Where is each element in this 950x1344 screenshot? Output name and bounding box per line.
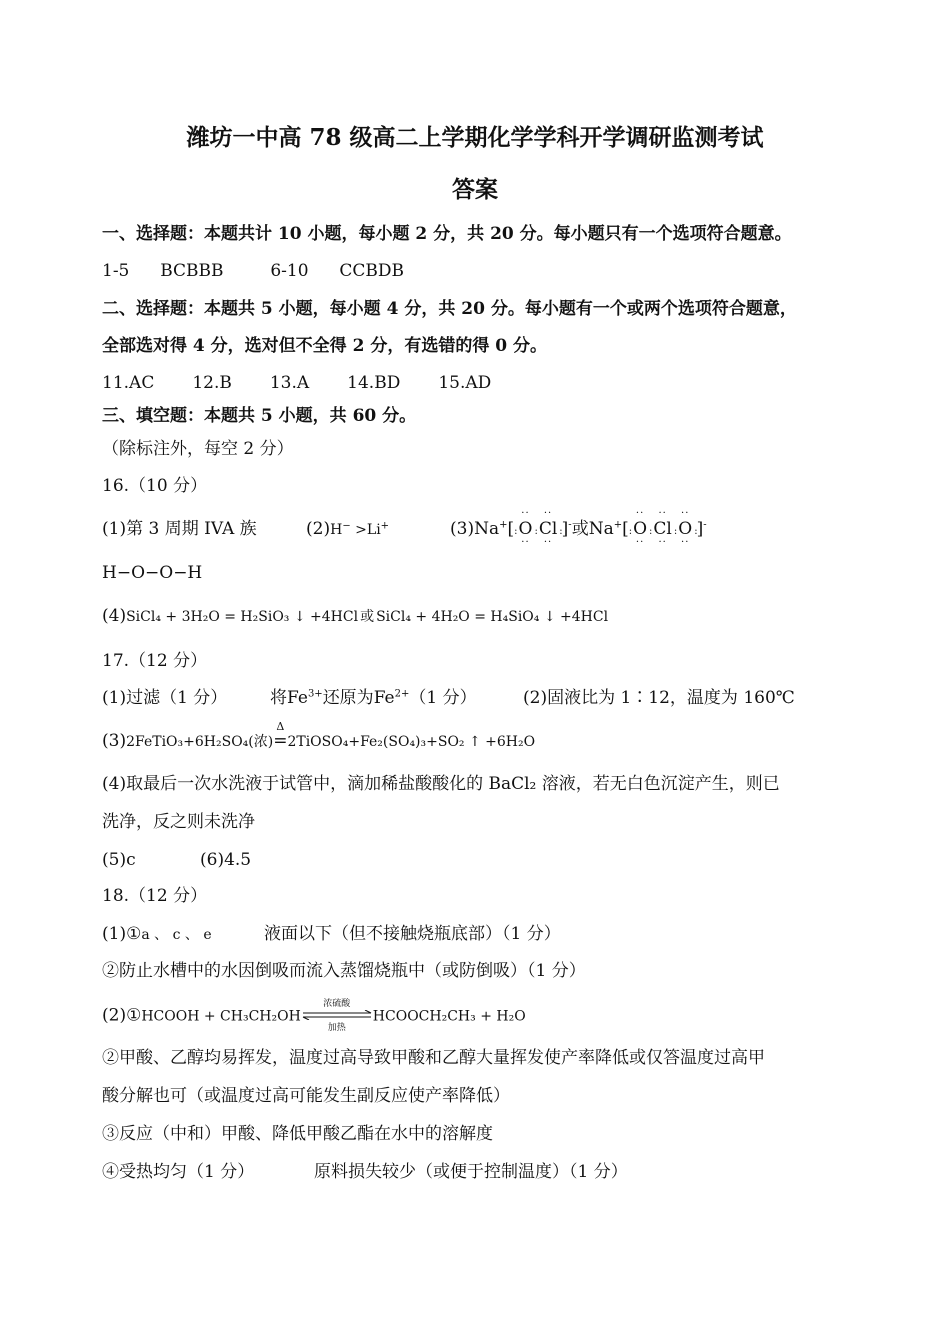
equation-1: SiCl₄ + 3H₂O = H₂SiO₃ ↓ +4HCl <box>126 609 359 625</box>
q16-part2 <box>306 521 389 538</box>
or-text: 或 <box>571 519 589 539</box>
sodium-ion-1: Na <box>474 519 500 539</box>
reaction-right: 2TiOSO₄+Fe₂(SO₄)₃+SO₂ ↑ +6H₂O <box>287 734 536 750</box>
answer-range-6-10: 6-10 <box>270 261 309 281</box>
answer-12: 12.B <box>192 373 232 393</box>
answer-values-6-10: CCBDB <box>339 261 404 281</box>
q18-part1-2: ②防止水槽中的水因倒吸而流入蒸馏烧瓶中（或防倒吸）（1 分） <box>102 961 586 981</box>
section-2-answers <box>102 375 491 392</box>
answer-14: 14.BD <box>347 373 401 393</box>
q16-part1: (1)第 3 周期 IVA 族 <box>102 519 257 539</box>
q16-hooh-structure: H−O−O−H <box>102 563 203 583</box>
section-3-note: （除标注外，每空 2 分） <box>102 439 294 459</box>
q18-part2-4a: ④受热均匀（1 分） <box>102 1162 255 1182</box>
q17-part3: (3)2FeTiO₃+6H₂SO₄(浓) Δ =2TiOSO₄+Fe₂(SO₄)₃+SO₂ ↑ +6H₂O <box>102 720 536 751</box>
q17-part4-line2: 洗净，反之则未洗净 <box>102 812 255 832</box>
or-text: 或 <box>360 609 375 625</box>
q17-part5: (5)c <box>102 850 136 870</box>
answer-13: 13.A <box>269 373 310 393</box>
q16-part4-number: (4) <box>102 606 127 626</box>
q17-part1b: 将$Fe^{3+}$还原为$Fe^{2+}(1$ 分） <box>270 688 477 708</box>
q17-part6: (6)4.5 <box>200 850 252 870</box>
products: HCOOCH₂CH₃ + H₂O <box>372 1008 526 1025</box>
answer-range-1-5: 1-5 <box>102 261 130 281</box>
q17-label: 17.（12 分） <box>102 651 208 671</box>
answer-values-1-5: BCBBB <box>160 261 224 281</box>
section-3-heading: 三、填空题：本题共 5 小题，共 60 分。 <box>102 406 417 426</box>
q16-part4 <box>102 608 608 625</box>
oxygen-atom: ·· O ·· <box>518 508 533 548</box>
reactants: HCOOH + CH₃CH₂OH <box>141 1008 301 1025</box>
section-1-answers <box>102 263 404 280</box>
q17-part4-line1: (4)取最后一次水洗液于试管中，滴加稀盐酸酸化的 BaCl₂ 溶液，若无白色沉淀产生，则已 <box>102 774 780 794</box>
q16-part2-number: (2) <box>306 519 331 539</box>
page-subtitle: 答案 <box>452 176 498 203</box>
q16-part3-number: (3) <box>450 519 475 539</box>
page-title: 潍坊一中高 78 级高二上学期化学学科开学调研监测考试 <box>186 124 764 151</box>
q18-part2-4b: 原料损失较少（或便于控制温度）（1 分） <box>314 1162 628 1182</box>
q18-part2-2-line2: 酸分解也可（或温度过高可能发生副反应使产率降低） <box>102 1086 510 1106</box>
answer-15: 15.AD <box>438 373 492 393</box>
sodium-ion-2: Na <box>588 519 614 539</box>
equation-2: SiCl₄ + 4H₂O = H₄SiO₄ ↓ +4HCl <box>376 609 609 625</box>
q17-part2: (2)固液比为 1∶12，温度为 160℃ <box>523 688 795 708</box>
apparatus-letters: a 、 c 、 e <box>141 927 212 943</box>
iron-2-ion: $Fe^{2+}$ <box>373 688 410 708</box>
q18-label: 18.（12 分） <box>102 886 208 906</box>
reaction-left: 2FeTiO₃+6H₂SO₄(浓) <box>126 734 274 750</box>
q18-part2-equation: (2)①HCOOH + CH₃CH₂OH 浓硫酸 加热 HCOOCH₂CH₃ + H₂O <box>102 999 526 1033</box>
reversible-arrow-icon: 浓硫酸 加热 <box>301 1006 373 1026</box>
oxygen-atom: ·· O ·· <box>633 508 648 548</box>
heat-condition: Δ = <box>273 720 288 751</box>
section-2-heading-line2: 全部选对得 4 分，选对但不全得 2 分，有选错的得 0 分。 <box>102 336 547 356</box>
q18-part1-liquid: 液面以下（但不接触烧瓶底部）（1 分） <box>264 924 561 944</box>
q16-part3-electron-dot: (3)Na+[: ·· O ·· : ·· Cl ·· :]-或Na+[: ·· O ·· : ·· Cl ·· : ·· O ·· :]- <box>450 508 707 548</box>
hydride-ion: H− >Li+ <box>330 520 390 538</box>
chlorine-atom: ·· Cl ·· <box>653 508 672 548</box>
answer-11: 11.AC <box>102 373 155 393</box>
section-1-heading: 一、选择题：本题共计 10 小题，每小题 2 分，共 20 分。每小题只有一个选项符合题意。 <box>102 224 792 244</box>
q18-part2-3: ③反应（中和）甲酸、降低甲酸乙酯在水中的溶解度 <box>102 1124 493 1144</box>
q18-part1: (1)①a 、 c 、 e <box>102 924 212 944</box>
iron-3-ion: $Fe^{3+}$ <box>287 688 323 708</box>
section-2-heading-line1: 二、选择题：本题共 5 小题，每小题 4 分，共 20 分。每小题有一个或两个选项符合题意， <box>102 299 797 319</box>
q18-part2-2-line1: ②甲酸、乙醇均易挥发，温度过高导致甲酸和乙醇大量挥发使产率降低或仅答温度过高甲 <box>102 1048 765 1068</box>
oxygen-atom: ·· O ·· <box>678 508 693 548</box>
q17-part1: (1)过滤（1 分） <box>102 688 228 708</box>
chlorine-atom: ·· Cl ·· <box>538 508 558 548</box>
q16-label: 16.（10 分） <box>102 476 208 496</box>
